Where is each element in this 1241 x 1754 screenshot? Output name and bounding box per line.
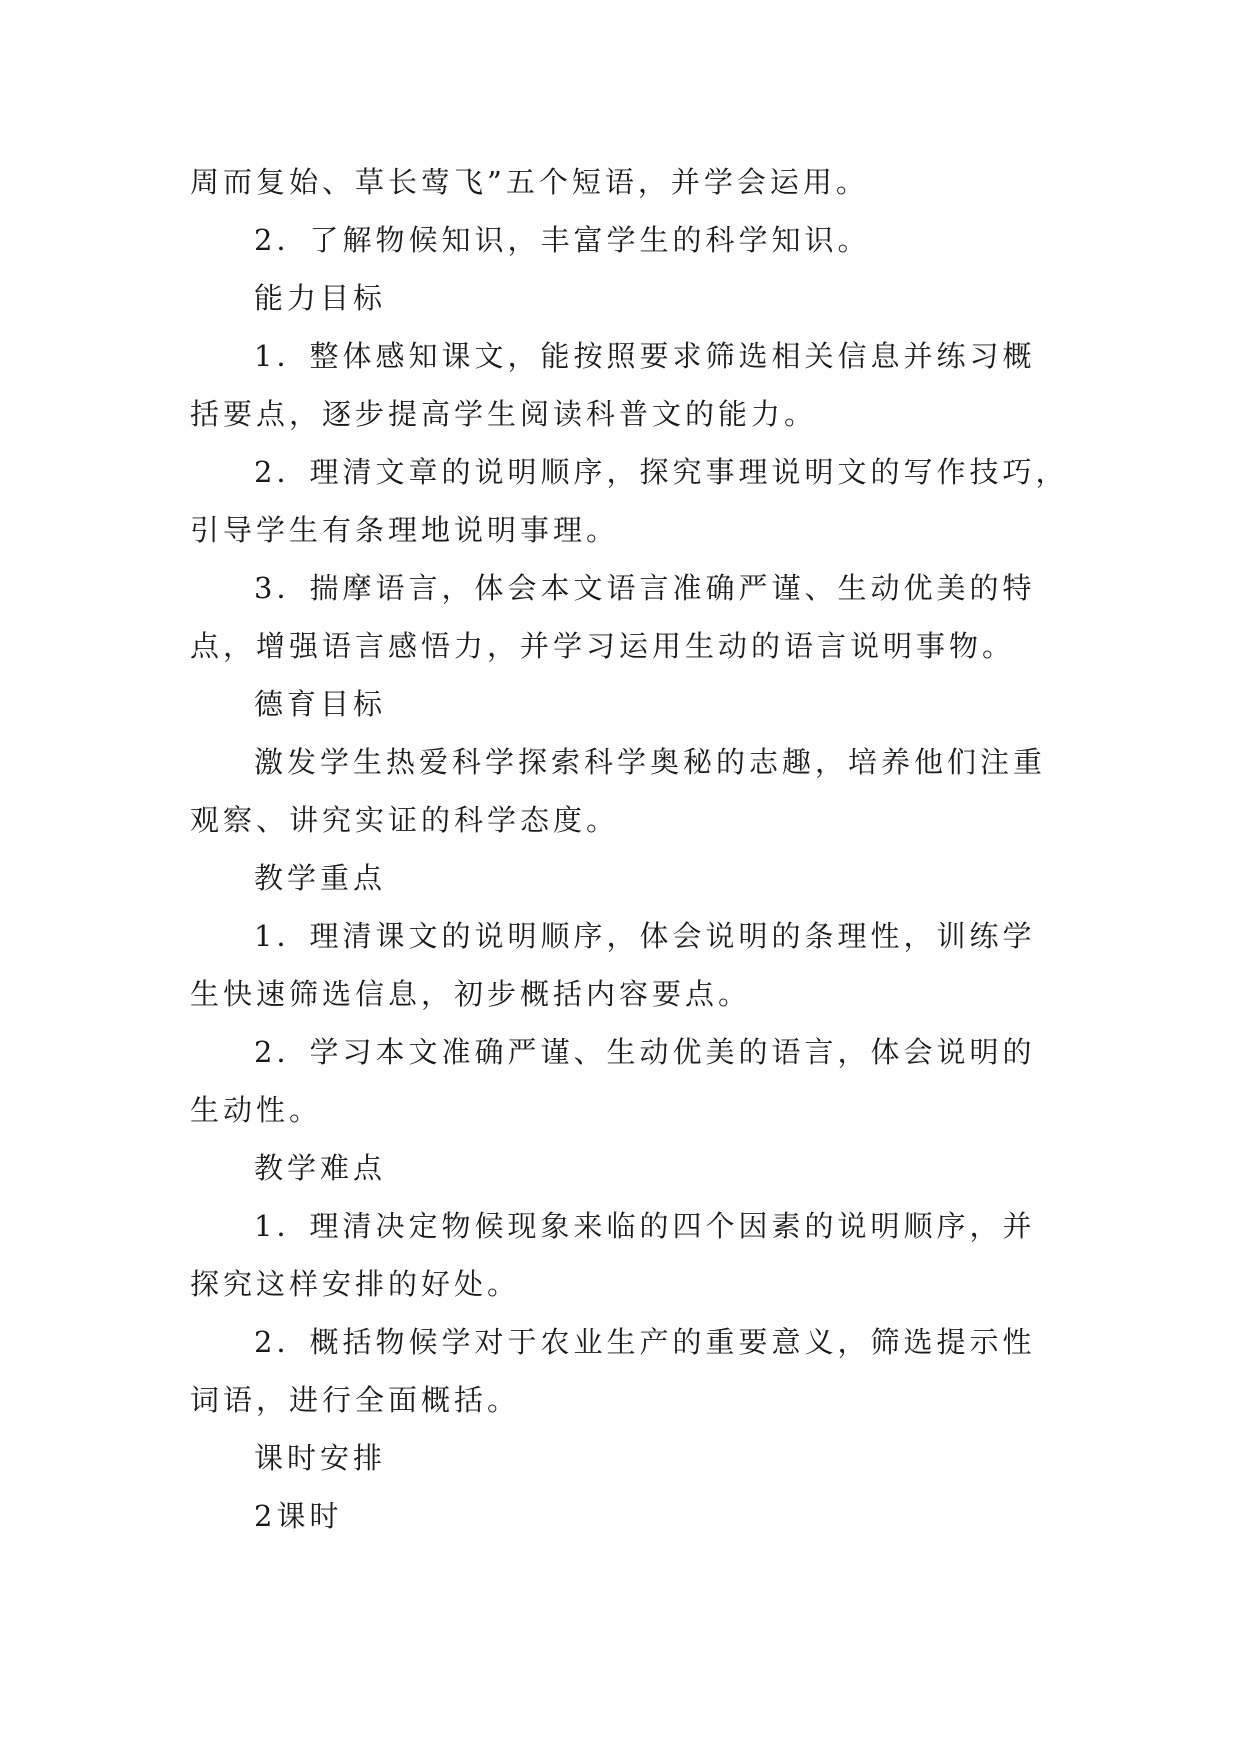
text-line: 点，增强语言感悟力，并学习运用生动的语言说明事物。 bbox=[190, 629, 1016, 663]
text-line: 2．理清文章的说明顺序，探究事理说明文的写作技巧， bbox=[254, 455, 1069, 489]
text-line: 括要点，逐步提高学生阅读科普文的能力。 bbox=[190, 397, 818, 431]
text-line: 2．了解物候知识，丰富学生的科学知识。 bbox=[254, 223, 871, 257]
document-body bbox=[190, 153, 1070, 1545]
text-line: 1．理清决定物候现象来临的四个因素的说明顺序，并 bbox=[254, 1209, 1036, 1243]
section-heading: 课时安排 bbox=[254, 1441, 387, 1475]
section-heading: 德育目标 bbox=[254, 687, 387, 721]
text-line: 词语，进行全面概括。 bbox=[190, 1383, 521, 1417]
text-line: 探究这样安排的好处。 bbox=[190, 1267, 521, 1301]
text-line: 生快速筛选信息，初步概括内容要点。 bbox=[190, 977, 752, 1011]
text-line: 激发学生热爱科学探索科学奥秘的志趣，培养他们注重 bbox=[254, 745, 1047, 779]
text-line: 1．理清课文的说明顺序，体会说明的条理性，训练学 bbox=[254, 919, 1036, 953]
text-line: 2．学习本文准确严谨、生动优美的语言，体会说明的 bbox=[254, 1035, 1036, 1069]
text-line: 周而复始、草长莺飞”五个短语，并学会运用。 bbox=[190, 165, 869, 199]
text-line: 2课时 bbox=[254, 1499, 343, 1533]
text-line: 3．揣摩语言，体会本文语言准确严谨、生动优美的特 bbox=[254, 571, 1036, 605]
text-line: 生动性。 bbox=[190, 1093, 323, 1127]
text-line: 1．整体感知课文，能按照要求筛选相关信息并练习概 bbox=[254, 339, 1036, 373]
section-heading: 教学重点 bbox=[254, 861, 387, 895]
section-heading: 教学难点 bbox=[254, 1151, 387, 1185]
text-line: 引导学生有条理地说明事理。 bbox=[190, 513, 620, 547]
section-heading: 能力目标 bbox=[254, 281, 387, 315]
text-line: 2．概括物候学对于农业生产的重要意义，筛选提示性 bbox=[254, 1325, 1036, 1359]
text-line: 观察、讲究实证的科学态度。 bbox=[190, 803, 620, 837]
